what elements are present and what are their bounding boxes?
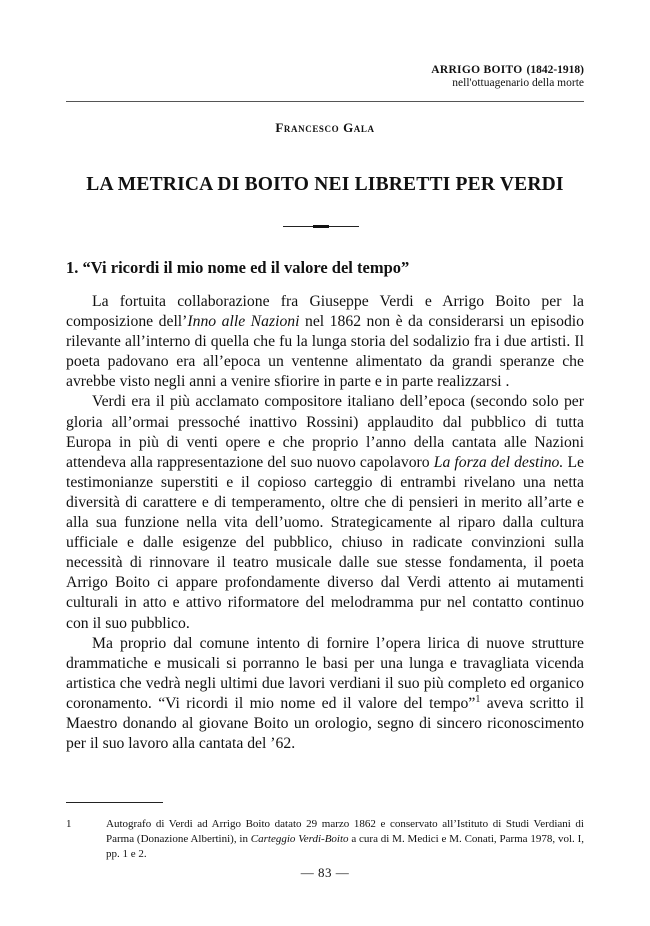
- header-rule: [66, 101, 584, 102]
- paragraph: La fortuita collaborazione fra Giuseppe Verdi e Arrigo Boito per la composizione dell’Inno alle Nazioni nel 1862 non è da considerarsi un episodio rilevante all’interno di quella che fu la lunga storia del sodalizio fra i due artisti. Il poeta padovano era all’epoca un ventenne alimentato da grandi speranze che avrebbe visto negli anni a venire sfiorire in parte e in parte realizzarsi .: [66, 293, 584, 391]
- running-head: [431, 64, 584, 90]
- running-head-subtitle: nell'ottuagenario della morte: [452, 77, 584, 89]
- paragraph: Ma proprio dal comune intento di fornire l’opera lirica di nuove strutture drammatiche e musicali si porranno le basi per una lunga e travagliata vicenda artistica che vedrà negli ultimi due lavori verdiani il suo più completo ed organico coronamento. “Vi ricordi il mio nome ed il valore del tempo”$^1$ aveva scritto il Maestro donando al giovane Boito un orologio, segno di sincero riconoscimento per il suo lavoro alla cantata del ’62.: [66, 634, 584, 753]
- section-number: 1.: [66, 258, 79, 277]
- title-ornament: [283, 225, 359, 228]
- footnote-reference: 1: [475, 693, 481, 705]
- footnote-number: 1: [66, 818, 72, 830]
- italic-title: Carteggio Verdi-Boito: [250, 833, 349, 845]
- article-title: LA METRICA DI BOITO NEI LIBRETTI PER VERDI: [86, 174, 564, 195]
- footnote-rule: [66, 802, 163, 803]
- page-number: — 83 —: [300, 865, 350, 880]
- section-title: “Vi ricordi il mio nome ed il valore del tempo”: [82, 258, 410, 277]
- running-head-years: (1842-1918): [526, 64, 584, 76]
- italic-title: La forza del destino.: [433, 453, 564, 471]
- author-name: Francesco Gala: [275, 120, 375, 135]
- footnote-text: Autografo di Verdi ad Arrigo Boito datato 29 marzo 1862 e conservato all’Istituto di Studi Verdiani di Parma (Donazione Albertini), in Carteggio Verdi-Boito a cura di M. Medici e M. Conati, Parma 1978, vol. I, pp. 1 e 2.: [106, 818, 585, 860]
- italic-title: Inno alle Nazioni: [187, 313, 300, 331]
- body-text: [66, 292, 584, 754]
- paragraph: Verdi era il più acclamato compositore italiano dell’epoca (secondo solo per gloria all’ormai pressoché inattivo Rossini) applaudito dal pubblico di tutta Europa in più di venti opere e che proprio l’anno della cantata alle Nazioni attendeva alla rappresentazione del suo nuovo capolavoro La forza del destino. Le testimonianze superstiti e il copioso carteggio di entrambi rivelano una netta diversità di carattere e di temperamento, oltre che di pensieri in merito all’arte e alla sua funzione nella vita dell’uomo. Strategicamente al riparo dalla cultura ufficiale e dalle esigenze del pubblico, chiuso in radicate convinzioni sulla necessità di rinnovare il teatro musicale dalle sue stesse fondamenta, il poeta Arrigo Boito ci appare profondamente diverso dal Verdi attento ai mutamenti culturali in atto e attivo riformatore del melodramma pur nel contatto continuo con il suo pubblico.: [66, 393, 584, 632]
- footnote: [66, 817, 584, 862]
- section-heading: [66, 258, 409, 278]
- running-head-name: ARRIGO BOITO: [431, 64, 523, 76]
